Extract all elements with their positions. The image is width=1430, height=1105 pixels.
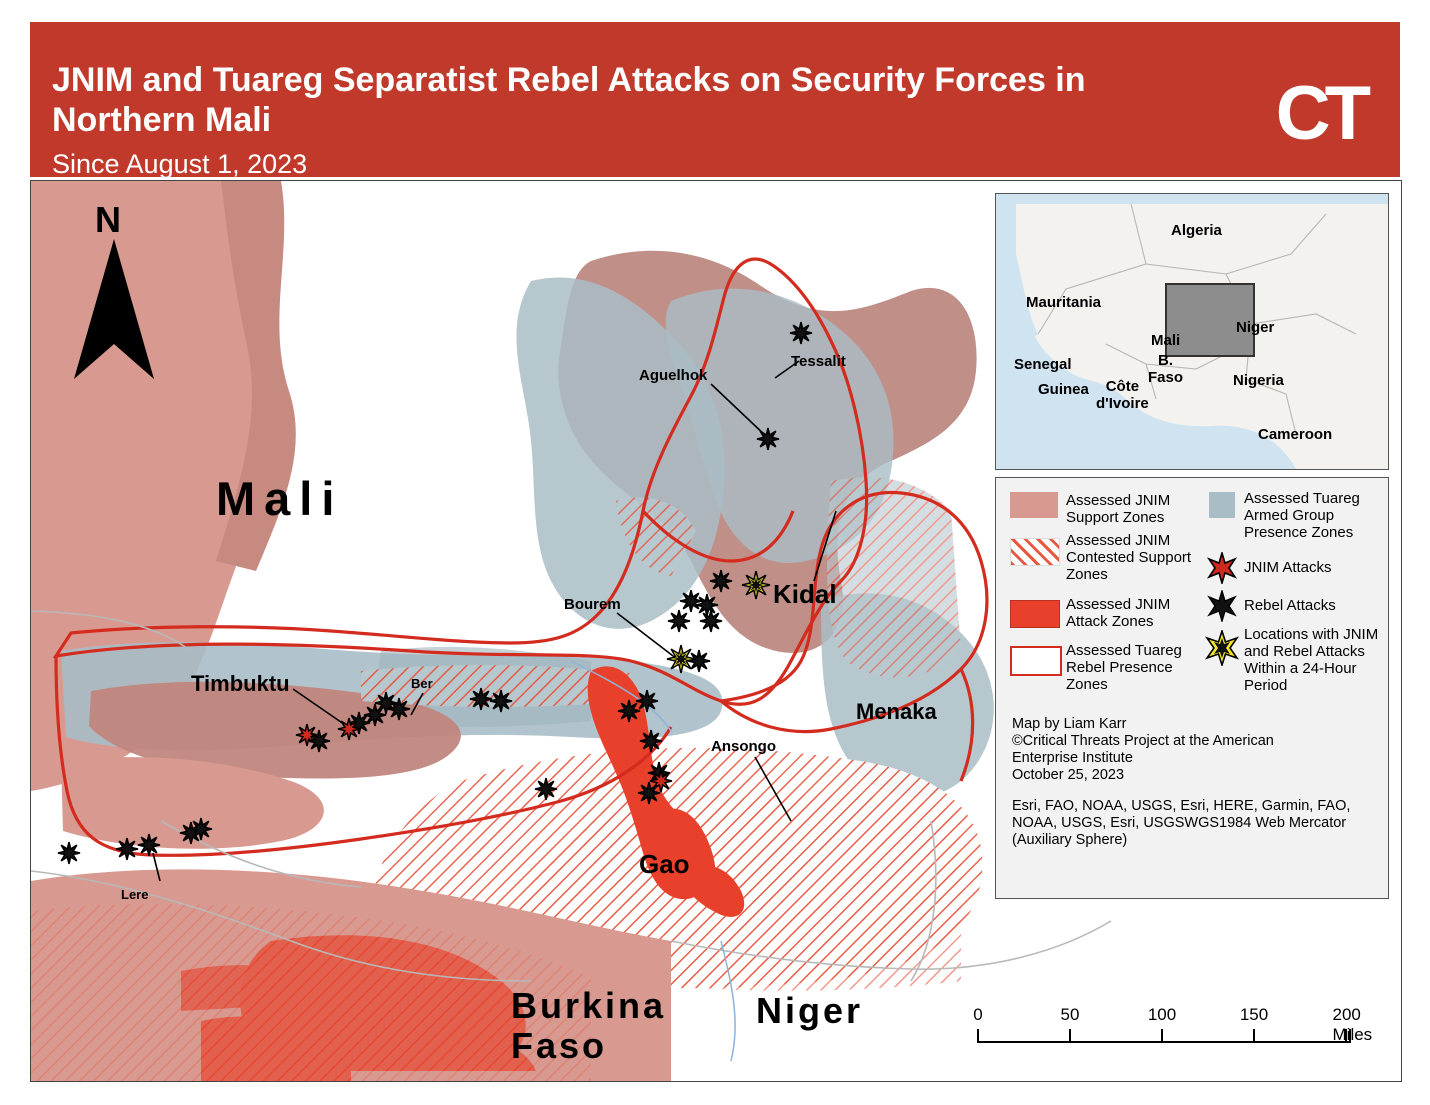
city-label-lere: Lere: [121, 887, 149, 902]
legend-label-jnim-contested: Assessed JNIM Contested Support Zones: [1066, 532, 1192, 583]
legend-swatch-both-attack-star: [1204, 630, 1240, 666]
page-subtitle: Since August 1, 2023: [52, 149, 308, 179]
inset-label-senegal: Senegal: [1014, 356, 1072, 373]
page-title: JNIM and Tuareg Separatist Rebel Attacks on Security Forces in Northern Mali: [52, 61, 1086, 139]
inset-label-mali: Mali: [1151, 332, 1181, 349]
legend-swatch-jnim-support: [1010, 492, 1058, 518]
page-header: [30, 22, 1400, 177]
scale-tick-50: 50: [1060, 1005, 1080, 1024]
legend-swatch-jnim-attack-star: [1206, 552, 1238, 584]
scale-bar: [961, 999, 1373, 1059]
city-label-gao: Gao: [639, 849, 690, 879]
legend-swatch-tuareg-rebel-presence: [1010, 646, 1062, 676]
legend-label-jnim-support: Assessed JNIM Support Zones: [1066, 492, 1171, 526]
scale-tick-100: 100: [1147, 1005, 1177, 1024]
city-label-bourem: Bourem: [564, 596, 621, 613]
city-label-timbuktu: Timbuktu: [191, 671, 290, 696]
scale-tick-0: 0: [973, 1005, 983, 1024]
ct-logo: CT: [1275, 71, 1365, 156]
north-arrow-icon: [69, 239, 159, 389]
scale-tick-200: 200 Miles: [1332, 1005, 1373, 1044]
scale-bar-line: [977, 1029, 1351, 1043]
city-label-ber: Ber: [411, 676, 433, 691]
city-label-tessalit: Tessalit: [791, 353, 846, 370]
map-canvas[interactable]: [30, 180, 1402, 1082]
inset-label-niger: Niger: [1236, 319, 1275, 336]
credit-author: Map by Liam Karr: [1012, 716, 1127, 732]
legend-swatch-jnim-contested: [1010, 538, 1060, 566]
inset-label-burkina-faso: B. Faso: [1148, 352, 1184, 386]
inset-label-cote-divoire: Côte d'Ivoire: [1096, 378, 1149, 412]
legend-swatch-rebel-attack-star: [1206, 590, 1238, 622]
inset-label-guinea: Guinea: [1038, 381, 1089, 398]
legend-label-tuareg-rebel-presence: Assessed Tuareg Rebel Presence Zones: [1066, 642, 1182, 693]
locator-inset-map: [995, 193, 1389, 470]
country-label-mali: Mali: [216, 472, 344, 525]
legend-label-rebel-attacks: Rebel Attacks: [1244, 597, 1336, 614]
inset-label-algeria: Algeria: [1171, 222, 1222, 239]
credit-date: October 25, 2023: [1012, 767, 1125, 783]
legend-label-jnim-attack: Assessed JNIM Attack Zones: [1066, 596, 1171, 630]
legend-label-both-attacks: Locations with JNIM and Rebel Attacks Within a 24-Hour Period: [1244, 626, 1379, 694]
legend-swatch-tuareg-armed-presence: [1209, 492, 1235, 518]
legend-swatch-jnim-attack: [1010, 600, 1060, 628]
city-label-kidal: Kidal: [773, 579, 837, 609]
scale-tick-150: 150: [1239, 1005, 1269, 1024]
north-label: N: [95, 199, 121, 240]
inset-label-cameroon: Cameroon: [1258, 426, 1333, 443]
city-label-ansongo: Ansongo: [711, 738, 776, 755]
city-label-menaka: Menaka: [856, 699, 937, 724]
city-label-aguelhok: Aguelhok: [639, 367, 708, 384]
inset-label-nigeria: Nigeria: [1233, 372, 1284, 389]
inset-label-mauritania: Mauritania: [1026, 294, 1102, 311]
country-label-burkina-faso: Burkina Faso: [511, 985, 667, 1066]
credit-org: ©Critical Threats Project at the American Enterprise Institute: [1012, 733, 1274, 766]
north-arrow: [69, 199, 159, 389]
legend-label-tuareg-armed-presence: Assessed Tuareg Armed Group Presence Zones: [1244, 490, 1360, 541]
legend-label-jnim-attacks: JNIM Attacks: [1244, 559, 1332, 576]
country-label-niger: Niger: [756, 990, 864, 1031]
map-legend: [995, 477, 1389, 899]
credit-sources: Esri, FAO, NOAA, USGS, Esri, HERE, Garmin, FAO, NOAA, USGS, Esri, USGSWGS1984 Web Mercator (Auxiliary Sphere): [1012, 798, 1351, 848]
